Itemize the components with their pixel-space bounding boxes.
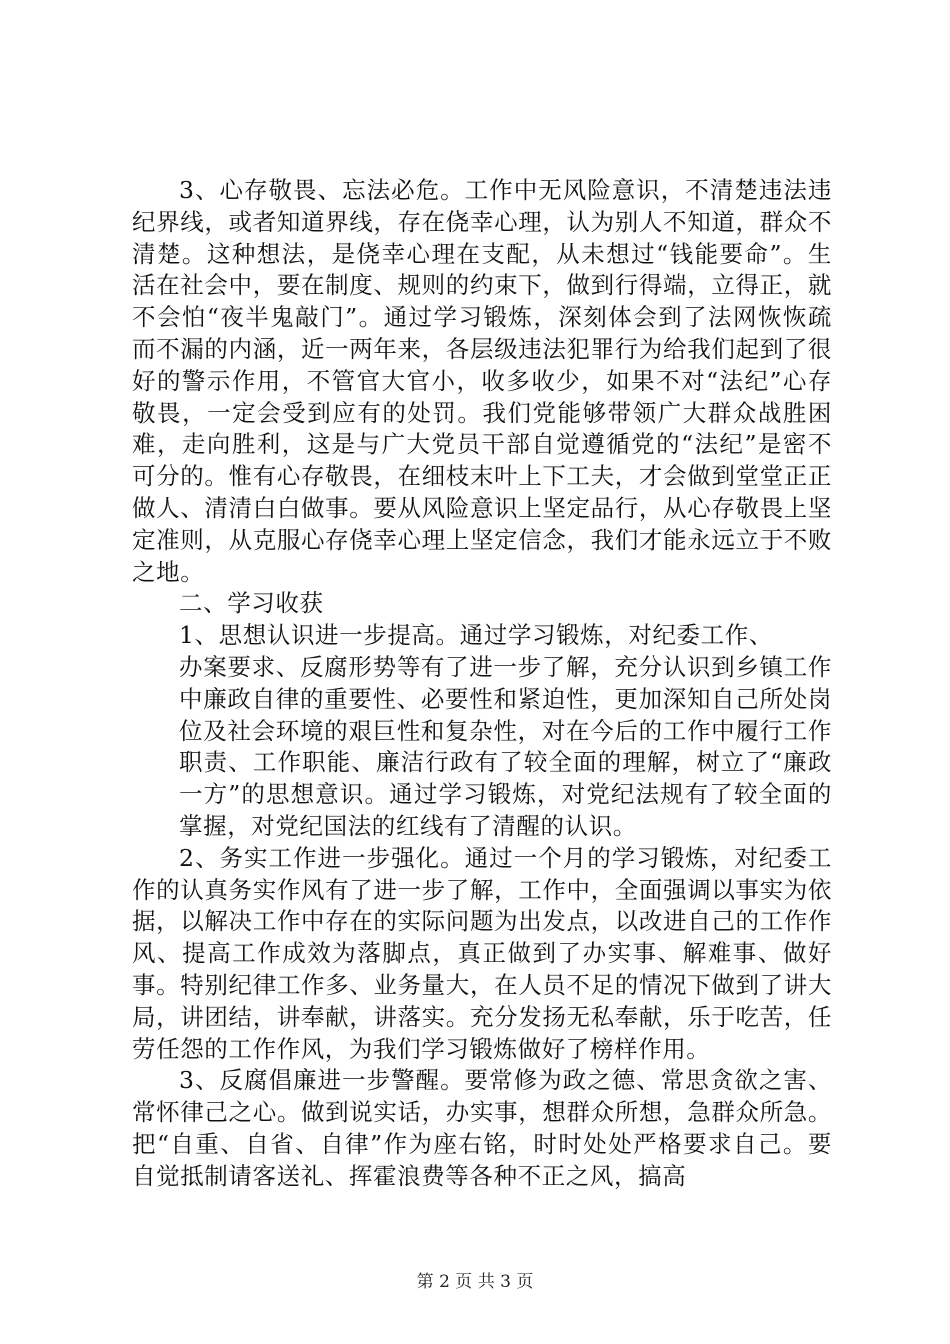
paragraph-anti-corruption: 3、反腐倡廉进一步警醒。要常修为政之德、常思贪欲之害、常怀律己之心。做到说实话，办实事，想群众所想，急群众所急。把“自重、自省、自律”作为座右铭，时时处处严格要求自己。要自觉抵制请客送礼、挥霍浪费等各种不正之风，搞高 [132,1066,832,1190]
paragraph-heart-reverence: 3、心存敬畏、忘法必危。工作中无风险意识，不清楚违法违纪界线，或者知道界线，存在侥幸心理，认为别人不知道，群众不清楚。这种想法，是侥幸心理在支配，从未想过“钱能要命”。生活在社会中，要在制度、规则的约束下，做到行得端，立得正，就不会怕“夜半鬼敲门”。通过学习锻炼，深刻体会到了法网恢恢疏而不漏的内涵，近一两年来，各层级违法犯罪行为给我们起到了很好的警示作用，不管官大官小，收多收少，如果不对“法纪”心存敬畏，一定会受到应有的处罚。我们党能够带领广大群众战胜困难，走向胜利，这是与广大党员干部自觉遵循党的“法纪”是密不可分的。惟有心存敬畏，在细枝末叶上下工夫，才会做到堂堂正正做人、清清白白做事。要从风险意识上坚定品行，从心存敬畏上坚定准则，从克服心存侥幸心理上坚定信念，我们才能永远立于不败之地。 [132,176,832,586]
paragraph-practical-work: 2、务实工作进一步强化。通过一个月的学习锻炼，对纪委工作的认真务实作风有了进一步了解，工作中，全面强调以事实为依据，以解决工作中存在的实际问题为出发点，以改进自己的工作作风、提高工作成效为落脚点，真正做到了办实事、解难事、做好事。特别纪律工作多、业务量大，在人员不足的情况下做到了讲大局，讲团结，讲奉献，讲落实。充分发扬无私奉献，乐于吃苦，任劳任怨的工作作风，为我们学习锻炼做好了榜样作用。 [132,843,832,1063]
paragraph-thought-awareness-cont: 办案要求、反腐形势等有了进一步了解，充分认识到乡镇工作中廉政自律的重要性、必要性和紧迫性，更加深知自己所处岗位及社会环境的艰巨性和复杂性，对在今后的工作中履行工作职责、工作职能、廉洁行政有了较全面的理解，树立了“廉政一方”的思想意识。通过学习锻炼，对党纪法规有了较全面的掌握，对党纪国法的红线有了清醒的认识。 [179,652,832,840]
page-footer: 第 2 页 共 3 页 [416,1272,534,1292]
paragraph-thought-awareness-start: 1、思想认识进一步提高。通过学习锻炼，对纪委工作、 [179,621,773,650]
document-body [132,175,832,1193]
section-heading-learning-gains: 二、学习收获 [179,589,324,618]
